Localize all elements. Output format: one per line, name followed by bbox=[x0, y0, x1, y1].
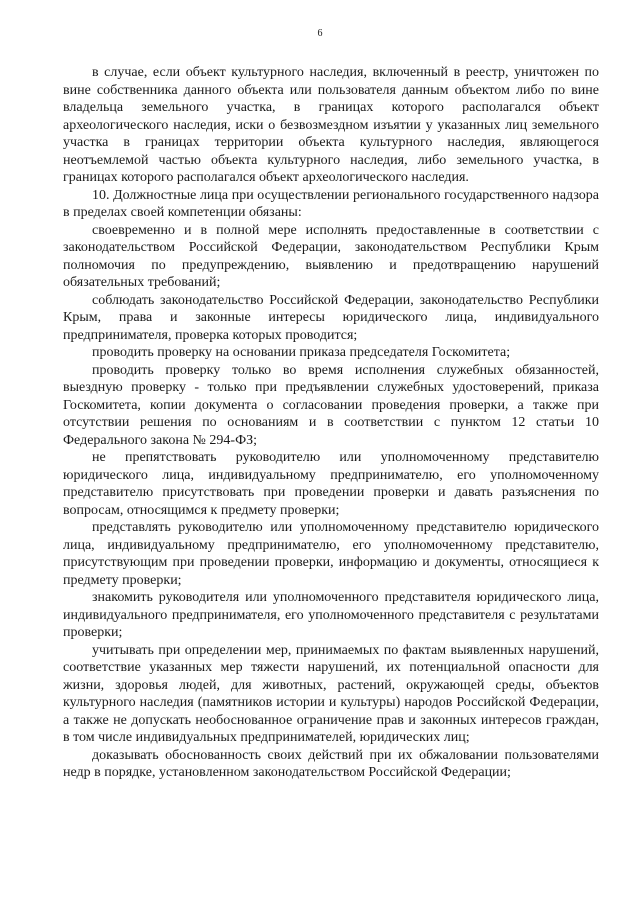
paragraph-acquaint-with-results: знакомить руководителя или уполномоченного представителя юридического лица, индивидуального предпринимателя, его уполномоченного представителя с результатами проверки; bbox=[63, 590, 599, 640]
paragraph-observe-legislation: соблюдать законодательство Российской Федерации, законодательство Республики Крым, права и законные интересы юридического лица, индивидуального предпринимателя, проверка которых проводится; bbox=[63, 292, 599, 343]
paragraph-prove-justification: доказывать обоснованность своих действий при их обжаловании пользователями недр в порядке, установленном законодательством Российской Федерации; bbox=[63, 747, 599, 780]
paragraph-inspection-during-duties: проводить проверку только во время исполнения служебных обязанностей, выездную проверку - только при предъявлении служебных удостоверений, приказа Госкомитета, копии документа о согласовании проведения проверки, а также при отсутствии решения по основаниям и в соответствии с пунктом 12 статьи 10 Федерального закона № 294-ФЗ; bbox=[63, 362, 599, 448]
paragraph-proportionate-measures: учитывать при определении мер, принимаемых по фактам выявленных нарушений, соответствие указанных мер тяжести нарушений, их потенциальной опасности для жизни, здоровья людей, для животных, растений, окружающей среды, объектов культурного наследия (памятников истории и культуры) народов Российской Федерации, а также не допускать необоснованное ограничение прав и законных интересов граждан, в том числе индивидуальных предпринимателей, юридических лиц; bbox=[63, 642, 599, 745]
paragraph-provide-information: представлять руководителю или уполномоченному представителю юридического лица, индивидуальному предпринимателю, его уполномоченному представителю, присутствующим при проведении проверки, информацию и документы, относящиеся к предмету проверки; bbox=[63, 520, 599, 588]
paragraph-object-destroyed-claims: в случае, если объект культурного наследия, включенный в реестр, уничтожен по вине собственника данного объекта или пользователя данным объектом либо по вине владельца земельного участка, в границах которого располагался объект археологического наследия, иски о безвозмездном изъятии у указанных лиц земельного участка в границах территории объекта культурного наследия, являющегося неотъемлемой частью объекта культурного наследия, либо земельного участка, в границах которого располагался объект археологического наследия. bbox=[63, 65, 599, 185]
paragraph-inspection-by-order: проводить проверку на основании приказа председателя Госкомитета; bbox=[92, 345, 511, 360]
paragraph-clause-10-officials-obliged: 10. Должностные лица при осуществлении регионального государственного надзора в пределах своей компетенции обязаны: bbox=[63, 187, 599, 220]
document-body bbox=[63, 64, 599, 782]
paragraph-not-obstruct-presence: не препятствовать руководителю или уполномоченному представителю юридического лица, индивидуальному предпринимателю, его уполномоченному представителю присутствовать при проведении проверки и давать разъяснения по вопросам, относящимся к предмету проверки; bbox=[63, 450, 599, 518]
page-number: 6 bbox=[317, 28, 323, 39]
paragraph-exercise-powers: своевременно и в полной мере исполнять предоставленные в соответствии с законодательством Российской Федерации, законодательством Республики Крым полномочия по предупреждению, выявлению и предотвращению нарушений обязательных требований; bbox=[63, 222, 599, 290]
